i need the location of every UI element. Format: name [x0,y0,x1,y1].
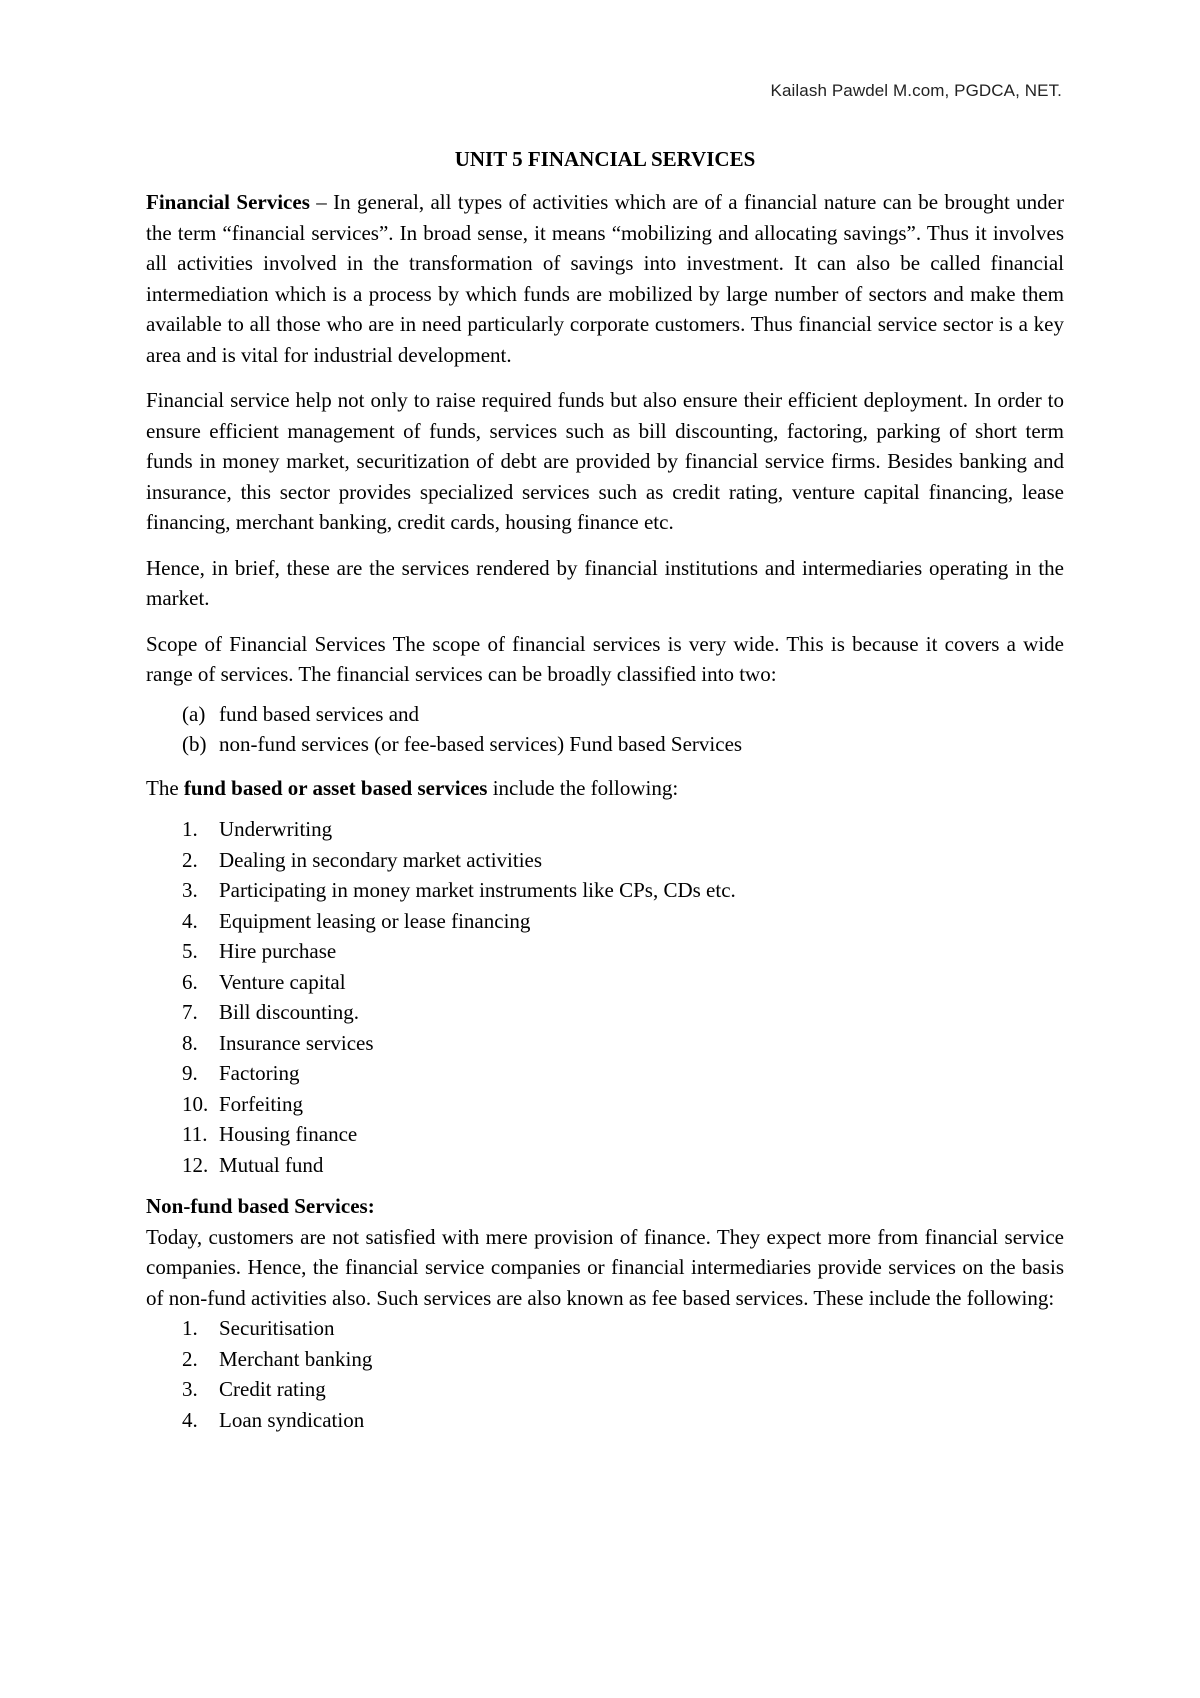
list-item-text: fund based services and [219,701,420,726]
list-item-text: Participating in money market instruments like CPs, CDs etc. [219,878,736,902]
fund-based-intro-bold: fund based or asset based services [183,775,488,800]
list-item [146,1028,1064,1059]
list-item [146,729,1064,760]
list-marker: 2. [182,1346,198,1371]
list-marker: (b) [182,732,207,756]
list-item-text: Credit rating [219,1377,326,1401]
list-item-text: Equipment leasing or lease financing [219,908,531,933]
list-marker: 4. [182,908,198,933]
list-marker: 1. [182,817,198,841]
list-marker: 4. [182,1407,198,1432]
list-marker: 3. [182,878,198,902]
list-item-text: Factoring [219,1061,300,1085]
list-item [146,1150,1064,1181]
list-marker: 10. [182,1091,209,1116]
list-item [146,1058,1064,1089]
list-item [146,699,1064,730]
list-item-text: non-fund services (or fee-based services) Fund based Services [219,732,743,756]
list-item-text: Mutual fund [219,1152,324,1177]
list-item-text: Venture capital [219,969,346,994]
fund-based-list [146,814,1064,1180]
list-marker: 6. [182,969,198,994]
list-item-text: Dealing in secondary market activities [219,847,543,872]
paragraph-scope: Scope of Financial Services The scope of financial services is very wide. This is because it covers a wide range of services. The financial services can be broadly classified into two: [146,631,1064,686]
list-item [146,1089,1064,1120]
list-marker: 2. [182,847,198,872]
non-fund-paragraph: Today, customers are not satisfied with mere provision of finance. They expect more from financial service companies. Hence, the financial service companies or financial intermediaries provide services on the basis of non-fund activities also. Such services are also known as fee based services. These include the following: [146,1224,1064,1310]
non-fund-list [146,1313,1064,1435]
page-title: UNIT 5 FINANCIAL SERVICES [454,147,756,171]
fund-based-intro-post: include the following: [487,775,679,800]
list-marker: 9. [182,1061,198,1085]
list-item [146,1119,1064,1150]
list-item [146,1405,1064,1436]
intro-term: Financial Services [146,190,310,214]
classification-list [146,699,1064,760]
paragraph-summary: Hence, in brief, these are the services rendered by financial institutions and intermediaries operating in the market. [146,555,1064,610]
list-item-text: Hire purchase [219,939,337,963]
list-marker: 5. [182,939,198,963]
intro-paragraph [146,187,1064,370]
fund-based-intro-pre: The [146,775,184,800]
intro-text: – In general, all types of activities which are of a financial nature can be brought under the term “financial services”. In broad sense, it means “mobilizing and allocating savings”. Thus it involves all activities involved in the transformation of savings into investment. It can also be called financial intermediation which is a process by which funds are mobilized by large number of sectors and make them available to all those who are in need particularly corporate customers. Thus financial service sector is a key area and is vital for industrial development. [146,190,1064,367]
author-note: Kailash Pawdel M.com, PGDCA, NET. [770,81,1062,100]
list-marker: 1. [182,1316,198,1340]
list-item-text: Loan syndication [219,1407,365,1432]
list-item [146,997,1064,1028]
list-marker: 3. [182,1377,198,1401]
list-item [146,936,1064,967]
paragraph-deployment: Financial service help not only to raise required funds but also ensure their efficient deployment. In order to ensure efficient management of funds, services such as bill discounting, factoring, parking of short term funds in money market, securitization of debt are provided by financial service firms. Besides banking and insurance, this sector provides specialized services such as credit rating, venture capital financing, lease financing, merchant banking, credit cards, housing finance etc. [146,388,1064,534]
list-item-text: Securitisation [219,1316,335,1340]
list-item-text: Insurance services [219,1030,374,1055]
list-item-text: Housing finance [219,1122,358,1146]
list-item [146,1344,1064,1375]
fund-based-intro [146,773,1064,804]
list-marker: 12. [182,1152,209,1177]
list-item [146,967,1064,998]
list-marker: 11. [182,1122,208,1146]
list-item [146,845,1064,876]
non-fund-heading: Non-fund based Services: [146,1194,375,1218]
list-item [146,906,1064,937]
list-marker: 8. [182,1030,198,1055]
list-marker: 7. [182,1000,198,1024]
list-item [146,1313,1064,1344]
list-item-text: Underwriting [219,817,333,841]
document-body [146,144,1064,1448]
list-marker: (a) [182,701,206,726]
list-item-text: Forfeiting [219,1091,303,1116]
list-item-text: Merchant banking [219,1346,373,1371]
list-item [146,875,1064,906]
list-item [146,1374,1064,1405]
list-item-text: Bill discounting. [219,1000,360,1024]
list-item [146,814,1064,845]
